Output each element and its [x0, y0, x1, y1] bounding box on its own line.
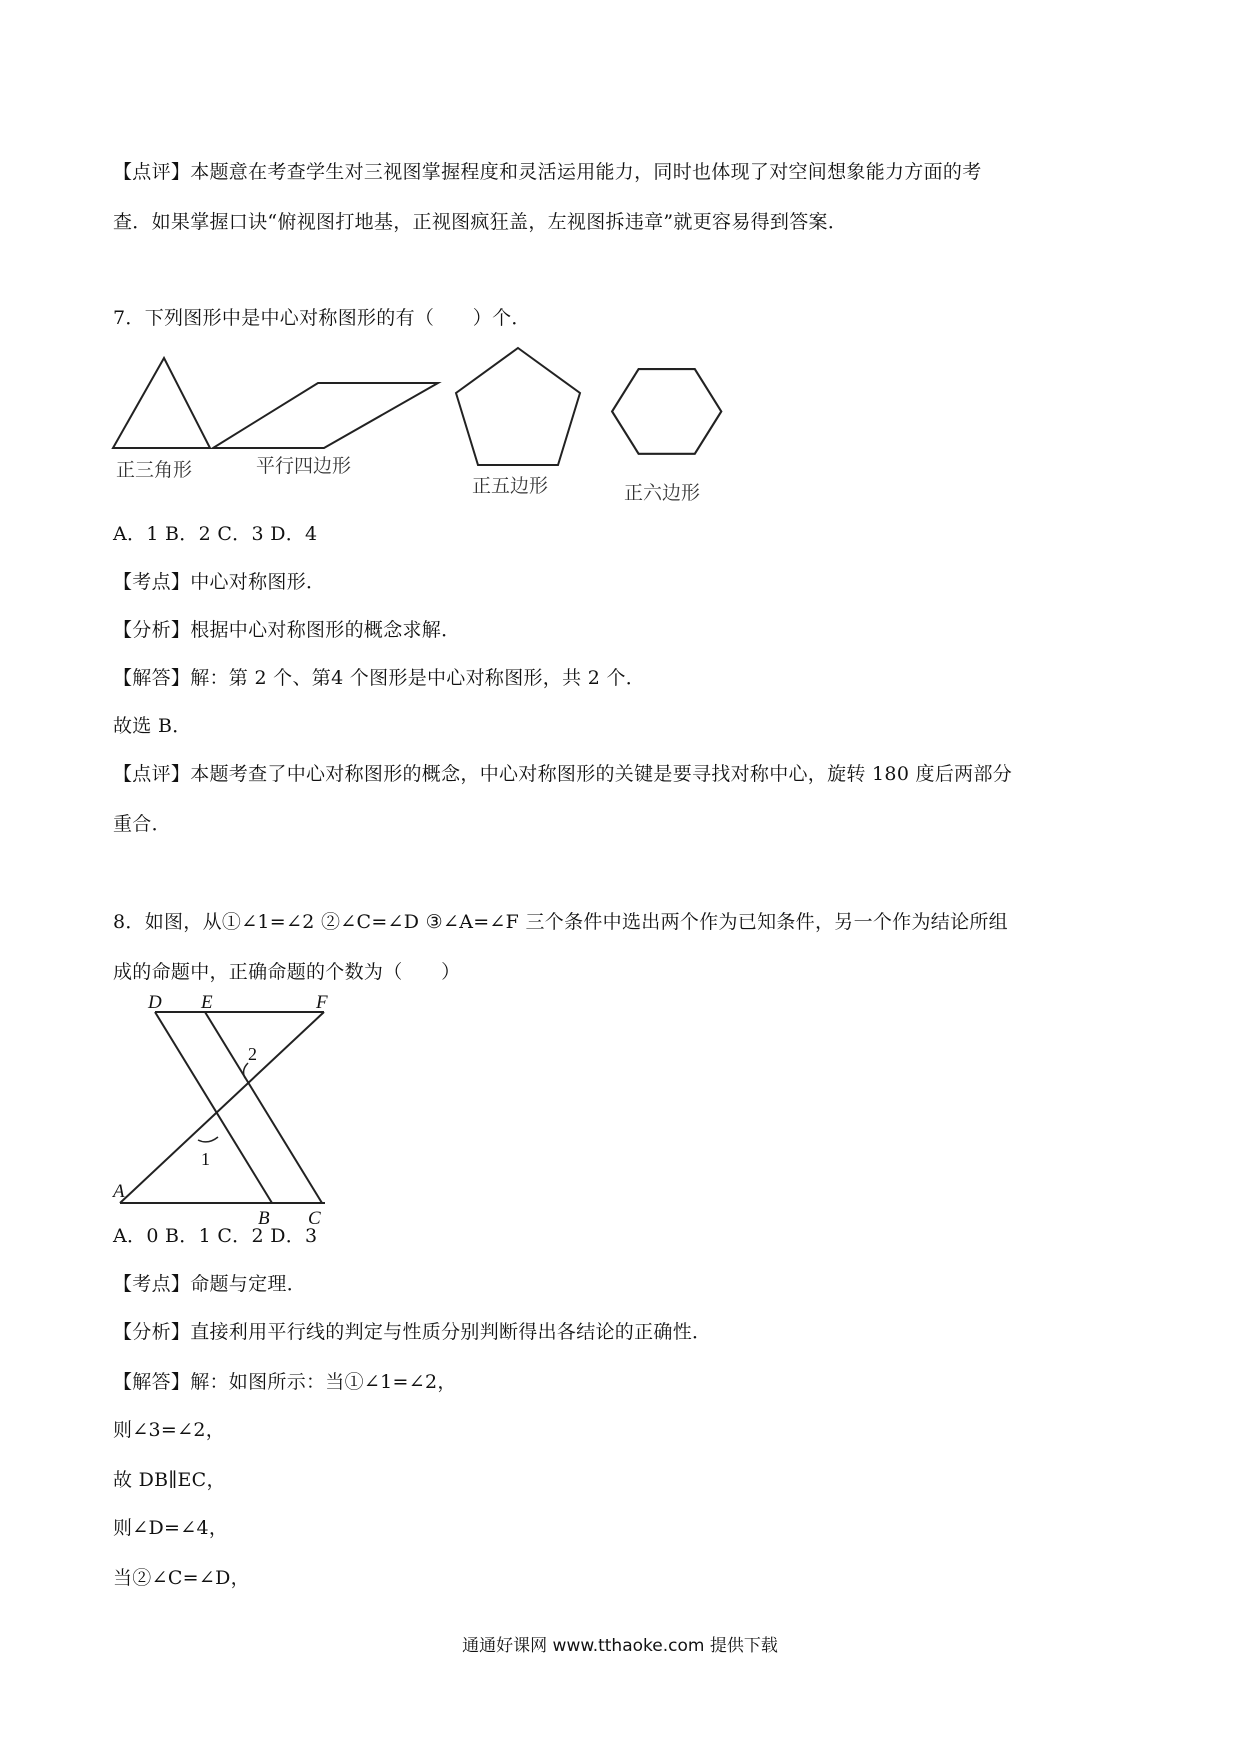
comment-line-1: 【点评】本题意在考查学生对三视图掌握程度和灵活运用能力，同时也体现了对空间想象能力方面的考: [113, 161, 982, 183]
page-footer: 通通好课网 www.tthaoke.com 提供下载: [462, 1636, 778, 1656]
q8-geometry-figure: [108, 990, 348, 1229]
angle-2-label: 2: [248, 1044, 257, 1064]
q7-kaodian: 【考点】中心对称图形．: [113, 571, 326, 593]
pentagon-shape: [456, 348, 580, 465]
label-hexagon: 正六边形: [624, 482, 701, 504]
q7-comment-line-1: 【点评】本题考查了中心对称图形的概念，中心对称图形的关键是要寻找对称中心，旋转 180 度后两部分: [113, 763, 1013, 785]
line-DB: [155, 1012, 272, 1203]
point-F-label: F: [316, 992, 328, 1013]
q8-step-1: 则∠3=∠2，: [113, 1419, 226, 1441]
q7-jieda: 【解答】解：第 2 个、第4 个图形是中心对称图形，共 2 个．: [113, 667, 646, 689]
label-triangle: 正三角形: [116, 459, 193, 481]
point-E-label: E: [201, 992, 213, 1013]
q8-step-2: 故 DB∥EC，: [113, 1469, 226, 1491]
point-D-label: D: [148, 992, 162, 1013]
comment-line-2: 查．如果掌握口诀“俯视图打地基，正视图疯狂盖，左视图拆违章”就更容易得到答案．: [113, 211, 848, 233]
q8-jieda: 【解答】解：如图所示：当①∠1=∠2，: [113, 1371, 457, 1393]
q7-options: A．1 B．2 C．3 D．4: [113, 523, 318, 545]
q8-options: A．0 B．1 C．2 D．3: [113, 1225, 318, 1247]
q7-comment-line-2: 重合．: [113, 813, 171, 835]
q8-step-4: 当②∠C=∠D，: [113, 1567, 250, 1589]
q7-shapes-figure: [108, 343, 758, 508]
angle-1-label: 1: [201, 1149, 210, 1169]
parallelogram-shape: [213, 383, 438, 448]
label-pentagon: 正五边形: [472, 475, 549, 497]
q7-conclusion: 故选 B．: [113, 715, 192, 737]
point-A-label: A: [113, 1181, 125, 1202]
q8-question-line-1: 8．如图，从①∠1=∠2 ②∠C=∠D ③∠A=∠F 三个条件中选出两个作为已知条件，另一个作为结论所组: [113, 911, 1008, 933]
triangle-shape: [113, 358, 210, 448]
q8-question-line-2: 成的命题中，正确命题的个数为（ ）: [113, 961, 461, 983]
q8-fenxi: 【分析】直接利用平行线的判定与性质分别判断得出各结论的正确性．: [113, 1321, 712, 1343]
q7-question: 7．下列图形中是中心对称图形的有（ ）个．: [113, 307, 531, 329]
angle-2-arc: [244, 1063, 248, 1078]
point-B-label: B: [258, 1208, 270, 1229]
hexagon-shape: [612, 369, 721, 454]
q7-fenxi: 【分析】根据中心对称图形的概念求解．: [113, 619, 461, 641]
label-parallelogram: 平行四边形: [256, 455, 352, 477]
q8-step-3: 则∠D=∠4，: [113, 1517, 229, 1539]
q8-kaodian: 【考点】命题与定理．: [113, 1273, 307, 1295]
angle-1-arc: [198, 1137, 218, 1142]
point-C-label: C: [308, 1208, 321, 1229]
